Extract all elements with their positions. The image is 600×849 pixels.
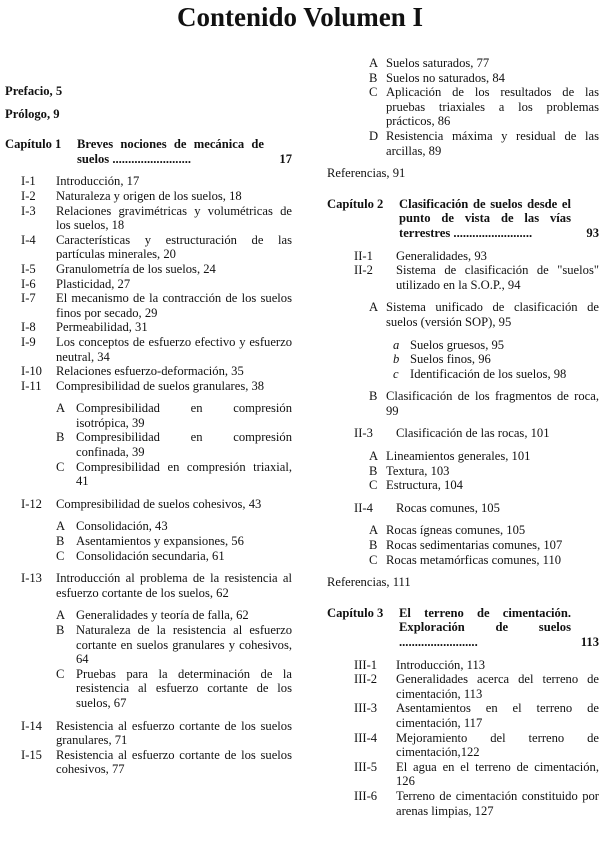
entry-number: C — [56, 666, 65, 681]
entry-title: Permeabilidad, 31 — [56, 320, 148, 335]
subsection-entry[interactable] — [327, 553, 599, 568]
spacer — [327, 441, 599, 449]
subsection-entry[interactable] — [5, 519, 292, 534]
entry-title: El agua en el terreno de cimentación, 126 — [396, 759, 599, 789]
entry-number: a — [393, 337, 400, 352]
entry-number: I-7 — [21, 291, 36, 306]
entry-title: Introducción al problema de la resistencia al esfuerzo cortante de los suelos, 62 — [56, 571, 292, 600]
entry-title: Granulometría de los suelos, 24 — [56, 261, 216, 276]
entry-number: A — [56, 401, 66, 416]
entry-number: c — [393, 366, 399, 381]
entry-number: I-2 — [21, 188, 36, 203]
spacer — [327, 418, 599, 426]
entry-title: Generalidades acerca del terreno de cimentación, 113 — [396, 672, 599, 701]
entry-title: Rocas comunes, 105 — [396, 500, 500, 515]
subsection-entry[interactable] — [327, 129, 599, 158]
spacer — [327, 567, 599, 575]
entry-title: Terreno de cimentación constituido por arenas limpias, 127 — [396, 788, 599, 818]
entry-title: Pruebas para la determinación de la resistencia al esfuerzo cortante de los suelos, 67 — [76, 666, 292, 710]
entry-title: Plasticidad, 27 — [56, 276, 131, 291]
spacer — [5, 393, 292, 401]
entry-text: Prólogo, 9 — [5, 106, 60, 121]
entry-number: C — [369, 85, 378, 100]
entry-number: I-5 — [21, 261, 36, 276]
entry-number: C — [369, 478, 378, 493]
chapter-title: El terreno de cimentación. Exploración de suelos ......................... — [399, 605, 571, 649]
spacer — [327, 493, 599, 501]
entry-number: B — [56, 623, 65, 637]
section-entry[interactable] — [327, 249, 599, 264]
section-entry[interactable] — [327, 760, 599, 789]
entry-title: Introducción, 113 — [396, 657, 486, 672]
entry-title: Sistema unificado de clasificación de suelos (versión SOP), 95 — [386, 300, 599, 329]
entry-number: B — [369, 463, 378, 478]
page-title: Contenido Volumen I — [176, 2, 424, 32]
spacer — [327, 158, 599, 166]
chapter-page: 17 — [279, 151, 292, 166]
entry-title: Introducción, 17 — [56, 174, 140, 189]
subsection-entry[interactable] — [327, 389, 599, 418]
section-entry[interactable] — [5, 174, 292, 189]
entry-number: C — [56, 548, 65, 563]
spacer — [327, 650, 599, 658]
entry-number: I-6 — [21, 276, 36, 291]
spacer — [327, 292, 599, 300]
spacer — [327, 181, 599, 197]
entry-title: Naturaleza y origen de los suelos, 18 — [56, 188, 242, 203]
spacer — [327, 381, 599, 389]
entry-number: D — [369, 128, 379, 143]
section-entry[interactable] — [5, 719, 292, 748]
chapter-heading[interactable] — [327, 197, 599, 241]
entry-number: B — [56, 534, 65, 549]
chapter-title: Breves nociones de mecánica de suelos ......................... — [77, 137, 264, 166]
section-entry[interactable] — [5, 748, 292, 777]
subsection-entry[interactable] — [327, 56, 599, 71]
entry-title: Asentamientos y expansiones, 56 — [76, 534, 244, 549]
subsection-entry[interactable] — [327, 300, 599, 329]
entry-number: I-1 — [21, 174, 36, 189]
section-entry[interactable] — [5, 571, 292, 600]
references-entry[interactable] — [327, 575, 599, 590]
section-entry[interactable] — [5, 262, 292, 277]
entry-title: Suelos saturados, 77 — [386, 56, 490, 70]
entry-number: A — [369, 56, 379, 70]
entry-title: Resistencia al esfuerzo cortante de los suelos cohesivos, 77 — [56, 747, 292, 777]
entry-title: Suelos gruesos, 95 — [410, 337, 505, 352]
entry-number: I-10 — [21, 364, 42, 379]
chapter-page: 113 — [580, 635, 599, 649]
entry-number: III-1 — [354, 657, 378, 672]
entry-number: A — [56, 519, 66, 534]
references-label: Referencias, 111 — [327, 575, 411, 590]
section-entry[interactable] — [5, 277, 292, 292]
entry-title: Naturaleza de la resistencia al esfuerzo cortante en suelos granulares y cohesivos, 64 — [76, 623, 292, 667]
subsection-entry[interactable] — [327, 538, 599, 553]
entry-title: Compresibilidad en compresión triaxial, 41 — [76, 459, 292, 489]
section-entry[interactable] — [327, 672, 599, 701]
entry-title: Consolidación secundaria, 61 — [76, 548, 225, 563]
entry-number: II-1 — [354, 248, 373, 263]
spacer — [5, 489, 292, 497]
chapter-label: Capítulo 3 — [327, 605, 384, 620]
spacer — [5, 511, 292, 519]
subsection-entry[interactable] — [5, 460, 292, 489]
chapter-label: Capítulo 1 — [5, 137, 62, 152]
section-entry[interactable] — [5, 204, 292, 233]
entry-title: El mecanismo de la contracción de los suelos finos por secado, 29 — [56, 291, 292, 320]
spacer — [5, 121, 292, 137]
section-entry[interactable] — [5, 364, 292, 379]
entry-title: Aplicación de los resultados de las pruebas triaxiales a los problemas prácticos, 86 — [386, 85, 599, 129]
entry-number: I-14 — [21, 718, 42, 733]
subsection-entry[interactable] — [5, 401, 292, 430]
section-entry[interactable] — [327, 426, 599, 441]
spacer — [5, 563, 292, 571]
section-entry[interactable] — [5, 291, 292, 320]
section-entry[interactable] — [5, 233, 292, 262]
entry-number: III-2 — [354, 672, 378, 687]
spacer — [5, 600, 292, 608]
subsubsection-entry[interactable] — [327, 367, 599, 382]
entry-title: Estructura, 104 — [386, 478, 463, 493]
entry-title: Relaciones esfuerzo-deformación, 35 — [56, 364, 244, 379]
entry-number: C — [369, 552, 378, 567]
entry-number: III-6 — [354, 788, 378, 803]
entry-title: Rocas sedimentarias comunes, 107 — [386, 538, 563, 553]
entry-number: A — [369, 523, 379, 538]
section-entry[interactable] — [5, 320, 292, 335]
spacer — [327, 330, 599, 338]
section-entry[interactable] — [5, 189, 292, 204]
entry-title: Compresibilidad de suelos cohesivos, 43 — [56, 496, 262, 511]
section-entry[interactable] — [327, 701, 599, 730]
entry-number: b — [393, 352, 400, 367]
front-matter-entry[interactable] — [5, 107, 292, 122]
chapter-page: 93 — [586, 225, 599, 240]
entry-title: Compresibilidad en compresión confinada, 39 — [76, 430, 292, 460]
spacer — [5, 166, 292, 174]
references-entry[interactable] — [327, 166, 599, 181]
entry-number: I-4 — [21, 232, 36, 247]
spacer — [327, 590, 599, 606]
section-entry[interactable] — [5, 497, 292, 512]
entry-number: II-2 — [354, 263, 373, 278]
subsection-entry[interactable] — [327, 71, 599, 86]
section-entry[interactable] — [5, 335, 292, 364]
entry-title: Identificación de los suelos, 98 — [410, 366, 567, 381]
entry-title: Suelos no saturados, 84 — [386, 70, 505, 85]
subsection-entry[interactable] — [327, 523, 599, 538]
references-label: Referencias, 91 — [327, 166, 406, 181]
entry-title: Los conceptos de esfuerzo efectivo y esfuerzo neutral, 34 — [56, 334, 292, 364]
chapter-heading[interactable] — [327, 606, 599, 650]
entry-number: I-9 — [21, 334, 36, 349]
entry-title: Clasificación de los fragmentos de roca, 99 — [386, 389, 599, 418]
spacer — [5, 711, 292, 719]
toc-right-column — [327, 56, 599, 818]
entry-title: Clasificación de las rocas, 101 — [396, 426, 550, 441]
subsubsection-entry[interactable] — [327, 352, 599, 367]
entry-number: B — [369, 538, 378, 553]
entry-number: III-3 — [354, 701, 378, 716]
subsection-entry[interactable] — [327, 85, 599, 129]
entry-number: I-15 — [21, 747, 42, 762]
subsection-entry[interactable] — [5, 623, 292, 667]
chapter-heading[interactable] — [5, 137, 292, 166]
entry-text: Prefacio, 5 — [5, 84, 63, 98]
entry-title: Compresibilidad en compresión isotrópica, 39 — [76, 401, 292, 430]
entry-title: Mejoramiento del terreno de cimentación,122 — [396, 730, 599, 760]
entry-title: Lineamientos generales, 101 — [386, 449, 531, 464]
entry-title: Rocas metamórficas comunes, 110 — [386, 552, 562, 567]
entry-title: Relaciones gravimétricas y volumétricas de los suelos, 18 — [56, 203, 292, 233]
section-entry[interactable] — [327, 501, 599, 516]
entry-title: Generalidades y teoría de falla, 62 — [76, 608, 249, 623]
entry-title: Compresibilidad de suelos granulares, 38 — [56, 378, 265, 393]
entry-number: A — [369, 300, 379, 315]
entry-number: B — [369, 389, 378, 404]
spacer — [327, 241, 599, 249]
entry-number: B — [369, 70, 378, 85]
chapter-label: Capítulo 2 — [327, 196, 384, 211]
front-matter-entry[interactable] — [5, 84, 292, 99]
spacer — [327, 515, 599, 523]
subsection-entry[interactable] — [5, 667, 292, 711]
entry-title: Resistencia al esfuerzo cortante de los suelos granulares, 71 — [56, 718, 292, 748]
entry-number: C — [56, 459, 65, 474]
entry-title: Suelos finos, 96 — [410, 352, 491, 367]
entry-title: Resistencia máxima y residual de las arcillas, 89 — [386, 128, 599, 158]
entry-number: A — [369, 449, 379, 464]
entry-number: II-4 — [354, 500, 373, 515]
subsection-entry[interactable] — [327, 464, 599, 479]
entry-title: Textura, 103 — [386, 463, 450, 478]
entry-title: Sistema de clasificación de "suelos" utilizado en la S.O.P., 94 — [396, 263, 599, 292]
entry-number: I-11 — [21, 378, 42, 393]
entry-title: Asentamientos en el terreno de cimentación, 117 — [396, 701, 599, 730]
entry-number: I-13 — [21, 571, 42, 586]
chapter-title: Clasificación de suelos desde el punto de vista de las vías terrestres ......................... — [399, 196, 571, 240]
section-entry[interactable] — [5, 379, 292, 394]
subsection-entry[interactable] — [5, 534, 292, 549]
entry-number: I-12 — [21, 496, 42, 511]
entry-number: III-4 — [354, 730, 378, 745]
entry-number: III-5 — [354, 759, 378, 774]
entry-number: II-3 — [354, 426, 373, 441]
entry-title: Consolidación, 43 — [76, 519, 168, 534]
subsection-entry[interactable] — [327, 449, 599, 464]
subsection-entry[interactable] — [5, 608, 292, 623]
subsubsection-entry[interactable] — [327, 338, 599, 353]
section-entry[interactable] — [327, 789, 599, 818]
section-entry[interactable] — [327, 731, 599, 760]
entry-number: A — [56, 608, 66, 623]
section-entry[interactable] — [327, 658, 599, 673]
entry-title: Rocas ígneas comunes, 105 — [386, 523, 526, 538]
entry-title: Características y estructuración de las partículas minerales, 20 — [56, 232, 292, 262]
subsection-entry[interactable] — [327, 478, 599, 493]
subsection-entry[interactable] — [5, 549, 292, 564]
toc-left-column — [5, 84, 292, 777]
subsection-entry[interactable] — [5, 430, 292, 459]
section-entry[interactable] — [327, 263, 599, 292]
entry-number: I-3 — [21, 203, 36, 218]
entry-number: I-8 — [21, 320, 36, 335]
entry-title: Generalidades, 93 — [396, 248, 487, 263]
entry-number: B — [56, 430, 65, 445]
spacer — [5, 99, 292, 107]
